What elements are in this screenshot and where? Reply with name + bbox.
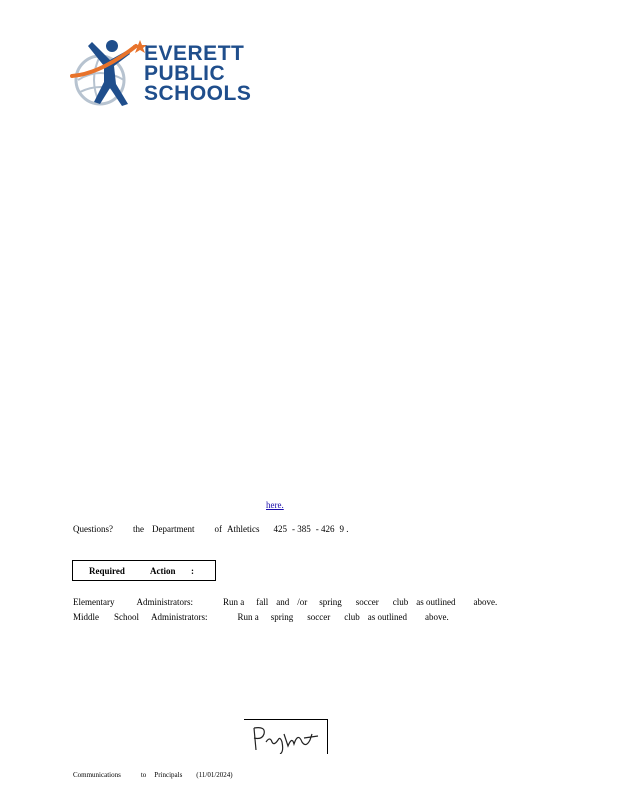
questions-word: Questions? (73, 524, 113, 534)
middle-word: Run a (237, 612, 259, 622)
colon: : (191, 566, 194, 576)
questions-word: Department (152, 524, 195, 534)
elementary-word: soccer (355, 597, 379, 607)
middle-word: above. (425, 612, 449, 622)
questions-word: of (214, 524, 222, 534)
middle-word: Administrators: (151, 612, 208, 622)
elementary-word: /or (297, 597, 308, 607)
elementary-word: as outlined (416, 597, 456, 607)
middle-word: soccer (307, 612, 331, 622)
footer-date: (11/01/2024) (196, 771, 233, 779)
elementary-word: Elementary (73, 597, 115, 607)
elementary-word: Run a (222, 597, 245, 607)
logo-line-2: PUBLIC (144, 62, 226, 85)
required-word: Required (89, 566, 125, 576)
elementary-word: Administrators: (136, 597, 193, 607)
signature-icon (246, 724, 324, 754)
elementary-word: spring (319, 597, 342, 607)
logo-icon (70, 36, 150, 112)
questions-word: the (133, 524, 144, 534)
here-link[interactable]: here. (266, 500, 284, 510)
footer-word: Principals (154, 771, 183, 779)
phone-part: 9 . (339, 524, 349, 534)
elementary-line (73, 597, 497, 607)
elementary-word: and (276, 597, 290, 607)
elementary-word: club (392, 597, 409, 607)
elementary-word: fall (256, 597, 269, 607)
required-action-box (72, 560, 216, 581)
middle-word: club (344, 612, 360, 622)
middle-word: spring (270, 612, 294, 622)
logo-wordmark (144, 44, 251, 104)
footer-word: to (140, 771, 147, 779)
phone-part: - 426 (315, 524, 335, 534)
middle-word: Middle (73, 612, 99, 622)
questions-word: Athletics (226, 524, 260, 534)
phone-part: - 385 (291, 524, 311, 534)
middle-word: as outlined (367, 612, 407, 622)
footer (73, 771, 233, 779)
logo-line-3: SCHOOLS (144, 82, 252, 105)
elementary-word: above. (473, 597, 498, 607)
footer-word: Communications (73, 771, 121, 779)
phone-part: 425 (273, 524, 287, 534)
action-word: Action (150, 566, 176, 576)
questions-line (73, 524, 348, 534)
middle-school-line (73, 612, 449, 622)
signature-box (244, 719, 328, 754)
middle-word: School (114, 612, 140, 622)
logo-line-1: EVERETT (144, 42, 245, 65)
